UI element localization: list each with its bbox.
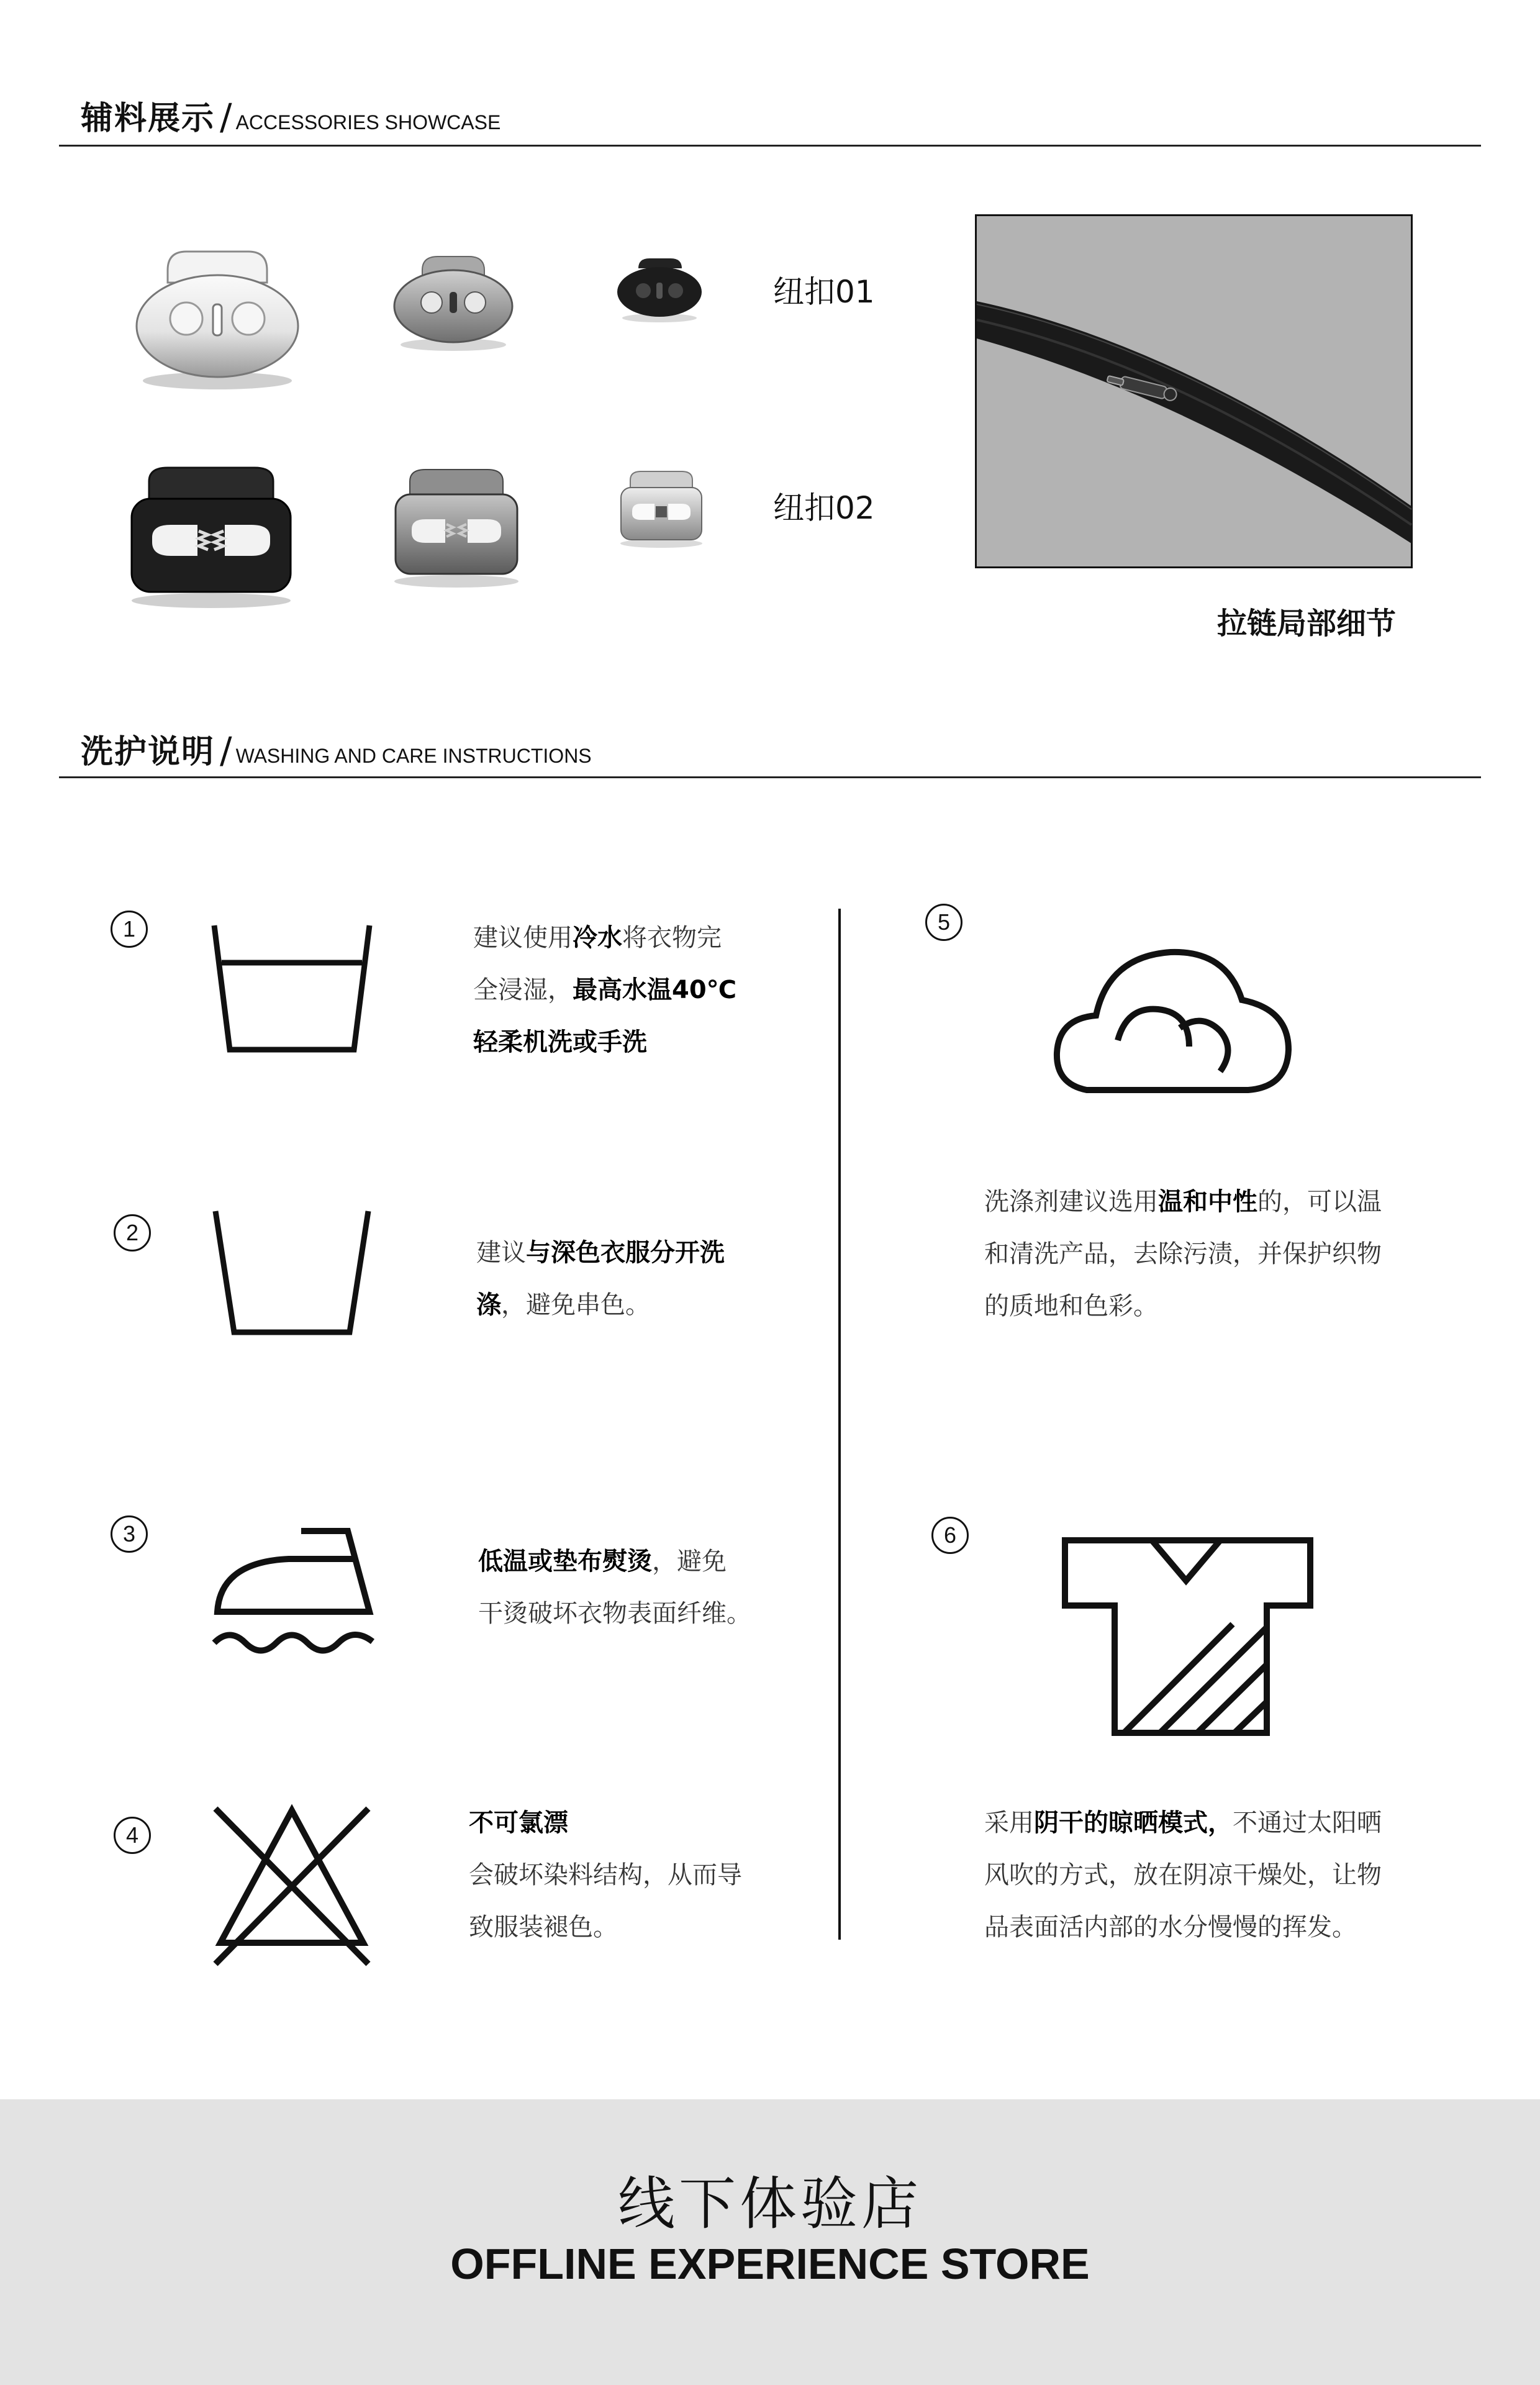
care-number-5: 5 bbox=[925, 904, 962, 941]
accessories-title-en: ACCESSORIES SHOWCASE bbox=[235, 111, 501, 134]
care-text-5 bbox=[984, 1176, 1382, 1332]
care-text-4-line-3: 致服装褪色。 bbox=[469, 1913, 618, 1942]
cord-lock-01-small-image bbox=[615, 255, 705, 326]
care-number-4: 4 bbox=[114, 1817, 151, 1854]
care-text-3 bbox=[478, 1535, 751, 1640]
shade-dry-shirt-icon bbox=[1062, 1534, 1313, 1739]
care-number-3: 3 bbox=[111, 1515, 148, 1553]
care-text-3-line-2: 干烫破坏衣物表面纤维。 bbox=[478, 1599, 751, 1628]
care-number-2: 2 bbox=[114, 1214, 151, 1252]
care-text-2-line-2: 涤，避免串色。 bbox=[476, 1291, 650, 1319]
care-text-5-line-1: 洗涤剂建议选用温和中性的，可以温 bbox=[984, 1188, 1382, 1216]
care-title-zh: 洗护说明 bbox=[81, 734, 215, 771]
section-rule bbox=[59, 145, 1481, 147]
care-text-5-line-3: 的质地和色彩。 bbox=[984, 1292, 1158, 1320]
section-rule bbox=[59, 776, 1481, 778]
care-text-4-line-2: 会破坏染料结构，从而导 bbox=[469, 1861, 742, 1889]
care-text-1-line-1: 建议使用冷水将衣物完 bbox=[473, 924, 722, 952]
care-section-title bbox=[81, 725, 592, 772]
cord-lock-02-small-image bbox=[615, 469, 708, 550]
title-slash: / bbox=[220, 729, 232, 771]
column-divider bbox=[838, 909, 841, 1940]
cloud-icon bbox=[1049, 947, 1298, 1096]
care-text-1-line-2: 全浸湿，最高水温40℃ bbox=[473, 976, 737, 1004]
zipper-detail-image bbox=[975, 214, 1413, 568]
care-text-6-line-2: 风吹的方式，放在阴凉干燥处，让物 bbox=[984, 1861, 1382, 1889]
accessories-title-zh: 辅料展示 bbox=[81, 100, 215, 137]
care-text-1 bbox=[473, 912, 736, 1068]
care-text-1-line-3: 轻柔机洗或手洗 bbox=[473, 1028, 647, 1056]
footer-title-zh: 线下体验店 bbox=[617, 2171, 922, 2237]
care-text-6 bbox=[984, 1797, 1382, 1953]
care-text-2 bbox=[476, 1227, 725, 1331]
button-01-label: 纽扣01 bbox=[773, 274, 875, 310]
cord-lock-01-medium-image bbox=[388, 252, 519, 357]
wash-tub-icon bbox=[208, 1208, 376, 1338]
title-slash: / bbox=[220, 96, 232, 138]
care-text-2-line-1: 建议与深色衣服分开洗 bbox=[476, 1238, 725, 1267]
care-text-6-line-3: 品表面活内部的水分慢慢的挥发。 bbox=[984, 1913, 1357, 1942]
zipper-caption: 拉链局部细节 bbox=[1217, 606, 1397, 641]
care-text-6-line-1: 采用阴干的晾晒模式，不通过太阳晒 bbox=[984, 1809, 1382, 1837]
wash-tub-hand-icon bbox=[208, 922, 376, 1053]
care-text-4 bbox=[469, 1797, 742, 1953]
button-02-label: 纽扣02 bbox=[773, 490, 875, 526]
care-number-6: 6 bbox=[931, 1517, 969, 1554]
cord-lock-02-medium-image bbox=[388, 466, 525, 590]
no-bleach-icon bbox=[208, 1801, 376, 1972]
footer-banner bbox=[0, 2099, 1540, 2385]
care-text-4-line-1: 不可氯漂 bbox=[469, 1809, 568, 1837]
cord-lock-02-large-image bbox=[124, 463, 298, 612]
accessories-section-title bbox=[81, 92, 500, 139]
care-number-1: 1 bbox=[111, 911, 148, 948]
care-text-3-line-1: 低温或垫布熨烫，避免 bbox=[478, 1547, 727, 1576]
cord-lock-01-large-image bbox=[124, 245, 310, 394]
footer-title-en: OFFLINE EXPERIENCE STORE bbox=[450, 2240, 1090, 2288]
iron-cloth-icon bbox=[208, 1525, 382, 1668]
care-text-5-line-2: 和清洗产品，去除污渍，并保护织物 bbox=[984, 1240, 1382, 1268]
care-title-en: WASHING AND CARE INSTRUCTIONS bbox=[235, 745, 592, 767]
